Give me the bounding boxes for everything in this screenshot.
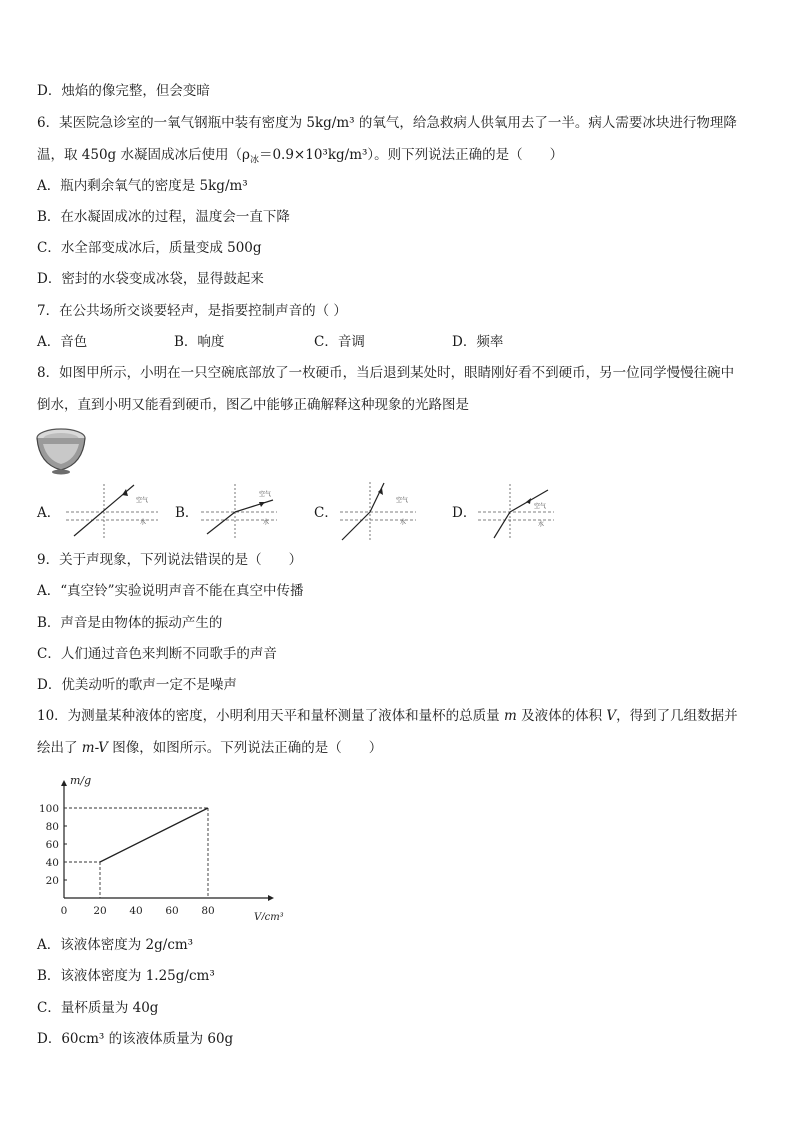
q10-line2-a: 绘出了 bbox=[37, 740, 82, 756]
q8-diagram-b bbox=[199, 482, 279, 540]
q10-line1-a: 10．为测量某种液体的密度，小明利用天平和量杯测量了液体和量杯的总质量 bbox=[37, 708, 504, 724]
q7-option-d: D．频率 bbox=[452, 334, 504, 350]
water-label: 水 bbox=[400, 519, 407, 526]
q9-option-b: B．声音是由物体的振动产生的 bbox=[37, 615, 223, 631]
q10-var-v: V bbox=[606, 708, 617, 724]
q6-option-c: C．水全部变成冰后，质量变成 500g bbox=[37, 240, 262, 256]
q7-option-a: A．音色 bbox=[37, 334, 88, 350]
x-tick-label: 80 bbox=[201, 905, 215, 917]
q10-option-a: A．该液体密度为 2g/cm³ bbox=[37, 937, 194, 953]
x-tick-label: 60 bbox=[165, 905, 179, 917]
y-tick-label: 80 bbox=[45, 821, 59, 833]
water-label: 水 bbox=[140, 519, 147, 526]
y-tick-label: 40 bbox=[45, 857, 59, 869]
y-tick-label: 60 bbox=[45, 839, 59, 851]
q8-label-d: D． bbox=[452, 505, 477, 521]
mass-volume-line bbox=[100, 808, 208, 862]
q9-stem: 9．关于声现象，下列说法错误的是（ ） bbox=[37, 552, 303, 568]
q9-option-c: C．人们通过音色来判断不同歌手的声音 bbox=[37, 646, 277, 662]
air-label: 空气 bbox=[259, 491, 272, 498]
q10-stem-line2 bbox=[37, 739, 382, 757]
x-axis-label: V/cm³ bbox=[254, 912, 284, 920]
q8-diagram-d bbox=[476, 482, 556, 540]
q8-label-a: A． bbox=[37, 505, 61, 521]
q8-label-c: C． bbox=[314, 505, 338, 521]
q6-rho-subscript: 冰 bbox=[249, 155, 259, 166]
q10-line2-b: 图像，如图所示。下列说法正确的是（ ） bbox=[107, 740, 383, 756]
y-axis-label: m/g bbox=[70, 774, 92, 787]
x-tick-label: 40 bbox=[129, 905, 143, 917]
y-axis-arrow bbox=[61, 780, 67, 786]
water-label: 水 bbox=[263, 519, 270, 526]
air-label: 空气 bbox=[396, 497, 409, 504]
q10-option-d: D．60cm³ 的该液体质量为 60g bbox=[37, 1031, 234, 1047]
bowl-with-coin-image bbox=[35, 426, 87, 476]
q8-label-b: B． bbox=[175, 505, 199, 521]
q6-stem-line2-b: ＝0.9×10³kg/m³）。则下列说法正确的是（ ） bbox=[258, 147, 564, 163]
mass-volume-chart bbox=[30, 770, 310, 920]
q9-option-a: A．“真空铃”实验说明声音不能在真空中传播 bbox=[37, 583, 304, 599]
q10-var-m: m bbox=[503, 708, 517, 724]
q5-option-d: D．烛焰的像完整，但会变暗 bbox=[37, 83, 210, 99]
q8-stem-line1: 8．如图甲所示，小明在一只空碗底部放了一枚硬币，当后退到某处时，眼睛刚好看不到硬币，另一位同学慢慢往碗中 bbox=[37, 365, 735, 381]
q8-diagram-c bbox=[338, 480, 418, 542]
q10-option-b: B．该液体密度为 1.25g/cm³ bbox=[37, 968, 215, 984]
q6-option-b: B．在水凝固成冰的过程，温度会一直下降 bbox=[37, 209, 290, 225]
q8-stem-line2: 倒水，直到小明又能看到硬币，图乙中能够正确解释这种现象的光路图是 bbox=[37, 397, 469, 413]
q6-stem-line1: 6．某医院急诊室的一氧气钢瓶中装有密度为 5kg/m³ 的氧气，给急救病人供氧用去了一半。病人需要冰块进行物理降 bbox=[37, 115, 737, 131]
q10-mv-label: m-V bbox=[81, 740, 108, 756]
air-label: 空气 bbox=[534, 503, 547, 510]
q9-option-d: D．优美动听的歌声一定不是噪声 bbox=[37, 677, 237, 693]
x-tick-label: 20 bbox=[93, 905, 107, 917]
q10-line1-b: 及液体的体积 bbox=[516, 708, 607, 724]
water-label: 水 bbox=[538, 521, 545, 528]
q8-diagram-a bbox=[64, 482, 160, 540]
q7-options bbox=[37, 333, 757, 351]
q7-option-c: C．音调 bbox=[314, 334, 365, 350]
y-tick-label: 20 bbox=[45, 875, 59, 887]
q6-option-a: A．瓶内剩余氧气的密度是 5kg/m³ bbox=[37, 178, 248, 194]
q10-option-c: C．量杯质量为 40g bbox=[37, 1000, 159, 1016]
q6-stem-line2-a: 温，取 450g 水凝固成冰后使用（ρ bbox=[37, 147, 250, 163]
air-label: 空气 bbox=[136, 497, 149, 504]
q6-stem-line2 bbox=[37, 146, 563, 164]
q10-stem-line1 bbox=[37, 707, 738, 725]
q6-option-d: D．密封的水袋变成冰袋，显得鼓起来 bbox=[37, 271, 264, 287]
y-tick-label: 100 bbox=[38, 803, 59, 815]
q7-stem: 7．在公共场所交谈要轻声，是指要控制声音的（ ） bbox=[37, 303, 347, 319]
x-axis-arrow bbox=[268, 895, 274, 901]
q10-line1-c: ，得到了几组数据并 bbox=[616, 708, 738, 724]
x-tick-label: 0 bbox=[60, 905, 68, 917]
q7-option-b: B．响度 bbox=[174, 334, 225, 350]
